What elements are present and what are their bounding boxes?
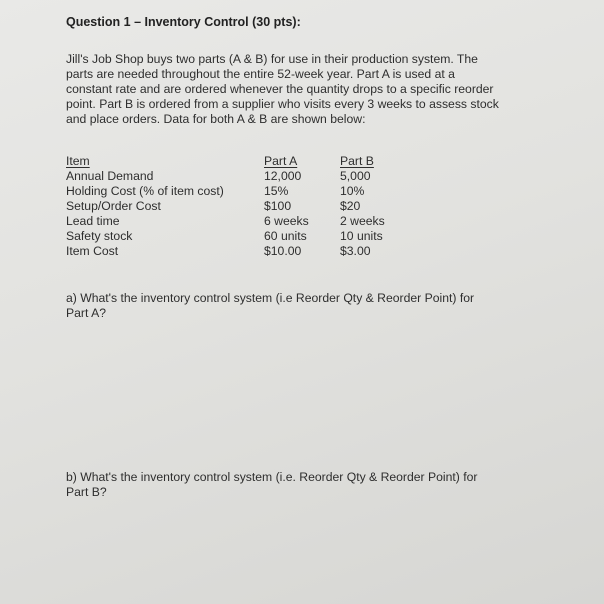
part-b-line: Part B? [66, 485, 107, 499]
row-label: Setup/Order Cost [66, 199, 161, 213]
question-part-a [66, 291, 474, 321]
intro-line: parts are needed throughout the entire 52-week year. Part A is used at a [66, 67, 455, 81]
part-a-value: 60 units [264, 229, 307, 243]
intro-line: Jill's Job Shop buys two parts (A & B) for use in their production system. The [66, 52, 478, 66]
row-label: Item Cost [66, 244, 119, 258]
part-a-value: $10.00 [264, 244, 302, 258]
row-label: Safety stock [66, 229, 133, 243]
row-label: Holding Cost (% of item cost) [66, 184, 224, 198]
row-label: Lead time [66, 214, 120, 228]
part-b-value: 10 units [340, 229, 383, 243]
part-a-line: Part A? [66, 306, 106, 320]
question-part-b [66, 470, 477, 500]
part-b-value: $3.00 [340, 244, 371, 258]
part-b-value: 10% [340, 184, 365, 198]
intro-line: constant rate and are ordered whenever the quantity drops to a specific reorder [66, 82, 494, 96]
part-b-line: b) What's the inventory control system (i.e. Reorder Qty & Reorder Point) for [66, 470, 478, 484]
question-intro [66, 52, 546, 127]
part-b-value: 5,000 [340, 169, 371, 183]
intro-line: point. Part B is ordered from a supplier who visits every 3 weeks to assess stock [66, 97, 499, 111]
row-label: Annual Demand [66, 169, 154, 183]
part-a-line: a) What's the inventory control system (i.e Reorder Qty & Reorder Point) for [66, 291, 475, 305]
question-title: Question 1 – Inventory Control (30 pts): [66, 15, 301, 29]
part-a-value: 15% [264, 184, 289, 198]
intro-line: and place orders. Data for both A & B are shown below: [66, 112, 366, 126]
header-part-b: Part B [340, 154, 374, 168]
part-a-value: $100 [264, 199, 292, 213]
header-item: Item [66, 154, 90, 168]
header-part-a: Part A [264, 154, 298, 168]
part-b-value: $20 [340, 199, 361, 213]
part-b-value: 2 weeks [340, 214, 385, 228]
part-a-value: 12,000 [264, 169, 302, 183]
part-a-value: 6 weeks [264, 214, 309, 228]
